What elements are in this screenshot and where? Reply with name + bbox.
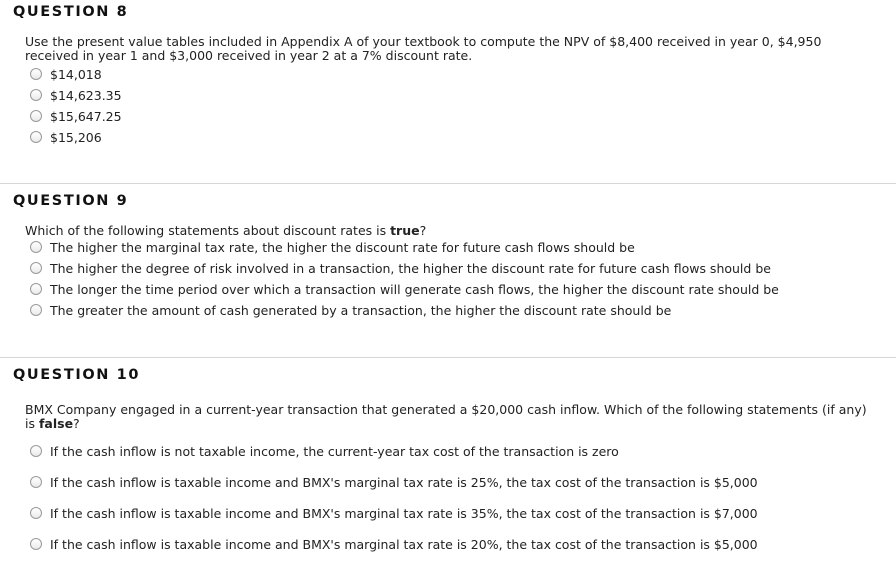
radio-button[interactable]: [30, 304, 42, 316]
question-8-option-1[interactable]: [30, 66, 102, 82]
option-label: $14,623.35: [50, 87, 122, 103]
option-label: The greater the amount of cash generated by a transaction, the higher the discount rate should be: [50, 302, 672, 318]
option-label: The higher the marginal tax rate, the higher the discount rate for future cash flows should be: [50, 239, 635, 255]
question-10-option-4[interactable]: [30, 536, 758, 552]
radio-button[interactable]: [30, 445, 42, 457]
radio-button[interactable]: [30, 131, 42, 143]
question-9-text-end: ?: [419, 223, 427, 238]
option-label: If the cash inflow is taxable income and BMX's marginal tax rate is 35%, the tax cost of the transaction is $7,000: [50, 505, 758, 521]
question-9-option-3[interactable]: [30, 281, 779, 297]
question-10-option-1[interactable]: [30, 443, 619, 459]
question-9-option-1[interactable]: [30, 239, 635, 255]
question-10-title: QUESTION 10: [13, 367, 141, 383]
radio-button[interactable]: [30, 507, 42, 519]
question-10-text-end: ?: [73, 416, 80, 431]
question-9-option-4[interactable]: [30, 302, 671, 318]
question-10-option-2[interactable]: [30, 474, 758, 490]
radio-button[interactable]: [30, 283, 42, 295]
option-label: The higher the degree of risk involved in a transaction, the higher the discount rate for future cash flows should be: [50, 260, 771, 276]
question-8-title: QUESTION 8: [13, 4, 129, 20]
question-9-emphasis: true: [390, 223, 420, 238]
option-label: $15,647.25: [50, 108, 122, 124]
question-9-option-2[interactable]: [30, 260, 771, 276]
question-8-option-4[interactable]: [30, 129, 102, 145]
radio-button[interactable]: [30, 241, 42, 253]
option-label: If the cash inflow is taxable income and BMX's marginal tax rate is 20%, the tax cost of the transaction is $5,000: [50, 536, 758, 552]
question-8-text: Use the present value tables included in Appendix A of your textbook to compute the NPV of $8,400 received in year 0, $4,950 received in year 1 and $3,000 received in year 2 at a 7% discount rate.: [25, 34, 822, 63]
question-10-text: [25, 403, 875, 431]
radio-button[interactable]: [30, 68, 42, 80]
question-10-option-3[interactable]: [30, 505, 758, 521]
question-10-emphasis: false: [38, 416, 74, 431]
option-label: $15,206: [50, 129, 102, 145]
question-8-option-3[interactable]: [30, 108, 122, 124]
radio-button[interactable]: [30, 110, 42, 122]
option-label: $14,018: [50, 66, 102, 82]
option-label: If the cash inflow is not taxable income, the current-year tax cost of the transaction is zero: [50, 443, 619, 459]
question-9-text: [25, 224, 875, 238]
question-divider: [0, 183, 896, 184]
question-9-text-start: Which of the following statements about discount rates is: [25, 223, 391, 238]
radio-button[interactable]: [30, 89, 42, 101]
radio-button[interactable]: [30, 538, 42, 550]
option-label: The longer the time period over which a transaction will generate cash flows, the higher the discount rate should be: [50, 281, 779, 297]
question-9-title: QUESTION 9: [13, 193, 129, 209]
question-divider: [0, 357, 896, 358]
option-label: If the cash inflow is taxable income and BMX's marginal tax rate is 25%, the tax cost of the transaction is $5,000: [50, 474, 758, 490]
question-8-option-2[interactable]: [30, 87, 122, 103]
radio-button[interactable]: [30, 262, 42, 274]
radio-button[interactable]: [30, 476, 42, 488]
question-10-text-start: BMX Company engaged in a current-year transaction that generated a $20,000 cash inflow. Which of the following statements (if any) is: [25, 402, 867, 431]
